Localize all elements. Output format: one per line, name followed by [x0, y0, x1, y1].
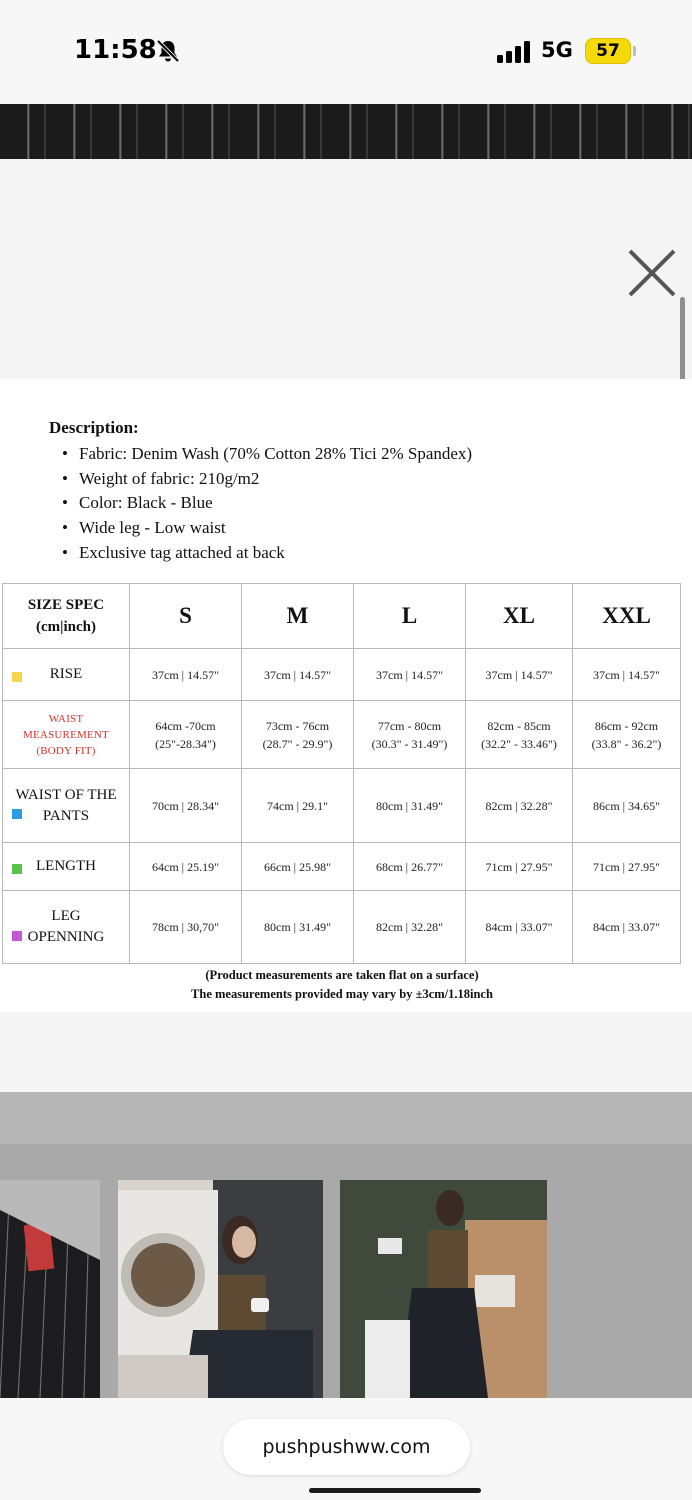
gallery-photo-laundry[interactable] — [118, 1180, 323, 1398]
size-header: XL — [466, 584, 573, 649]
size-spec-label: SIZE SPEC — [27, 597, 105, 613]
battery-level: 57 — [596, 41, 620, 61]
table-cell — [242, 843, 354, 891]
row-label — [3, 891, 130, 964]
measurement-note: (Product measurements are taken flat on a surface) — [205, 968, 479, 982]
table-cell — [130, 843, 242, 891]
network-type: 5G — [541, 38, 573, 62]
table-cell — [354, 701, 466, 769]
cell-value: 74cm | 29.1" — [267, 798, 328, 813]
cell-value: 82cm | 32.28" — [485, 798, 553, 813]
cell-value: 37cm | 14.57" — [485, 667, 553, 682]
cell-value: (25"-28.34") — [155, 736, 216, 751]
table-cell — [242, 701, 354, 769]
gallery-thumbnail-pants[interactable] — [0, 1180, 100, 1398]
bell-slash-icon — [155, 38, 181, 64]
row-label-line: (BODY FIT) — [36, 744, 96, 757]
cell-value: 86cm | 34.65" — [593, 798, 660, 813]
table-cell — [573, 701, 681, 769]
row-label-line: OPENNING — [27, 929, 105, 945]
url-bar[interactable]: pushpushww.com — [223, 1419, 470, 1475]
table-header-row — [3, 584, 681, 649]
legend-swatch — [12, 931, 22, 941]
table-row — [3, 891, 681, 964]
size-spec-unit: (cm|inch) — [36, 619, 96, 635]
gallery-header — [0, 1092, 692, 1144]
cell-value: 82cm | 32.28" — [376, 920, 443, 934]
table-cell — [242, 891, 354, 964]
cell-value: 84cm | 33.07" — [485, 920, 553, 934]
cell-value: 78cm | 30,70" — [152, 920, 219, 934]
table-row — [3, 843, 681, 891]
table-row — [3, 701, 681, 769]
size-header: L — [354, 584, 466, 649]
lightbox-header — [0, 159, 692, 379]
cell-value: 64cm | 25.19" — [152, 859, 219, 874]
table-cell — [466, 649, 573, 701]
measurement-tolerance-note: The measurements provided may vary by ±3cm/1.18inch — [191, 987, 493, 1001]
description-item: • Exclusive tag attached at back — [62, 541, 472, 566]
description-item: • Weight of fabric: 210g/m2 — [62, 467, 472, 492]
battery-cap — [633, 46, 636, 56]
table-cell — [130, 649, 242, 701]
row-label-line: WAIST — [48, 712, 84, 725]
cell-value: (33.8" - 36.2") — [591, 736, 662, 751]
cell-value: 86cm - 92cm — [594, 718, 659, 733]
table-cell — [242, 649, 354, 701]
cell-value: 84cm | 33.07" — [593, 920, 660, 934]
description-item: • Wide leg - Low waist — [62, 516, 472, 541]
cell-value: 70cm | 28.34" — [152, 798, 219, 813]
description-item: • Fabric: Denim Wash (70% Cotton 28% Tici 2% Spandex) — [62, 442, 472, 467]
row-label — [3, 769, 130, 843]
cell-value: (32.2" - 33.46") — [481, 736, 557, 751]
close-button[interactable] — [624, 245, 680, 301]
legend-swatch — [12, 672, 22, 682]
row-label-line: LENGTH — [36, 858, 96, 874]
size-spec-header — [3, 584, 130, 649]
cell-value: 73cm - 76cm — [265, 718, 330, 733]
close-icon — [630, 251, 674, 295]
table-cell — [466, 701, 573, 769]
cell-value: 80cm | 31.49" — [376, 798, 443, 813]
row-label-line: LEG — [51, 908, 81, 924]
size-header: M — [242, 584, 354, 649]
table-cell — [130, 891, 242, 964]
cell-value: 80cm | 31.49" — [264, 920, 331, 934]
table-cell — [573, 769, 681, 843]
table-row — [3, 649, 681, 701]
home-indicator[interactable] — [309, 1488, 481, 1493]
table-cell — [466, 843, 573, 891]
cell-value: 77cm - 80cm — [377, 718, 442, 733]
table-cell — [354, 843, 466, 891]
legend-swatch — [12, 864, 22, 874]
table-cell — [130, 701, 242, 769]
row-label-line: WAIST OF THE — [15, 786, 117, 803]
description-item: • Color: Black - Blue — [62, 491, 472, 516]
size-table — [2, 583, 681, 964]
table-row — [3, 769, 681, 843]
table-cell — [466, 891, 573, 964]
cell-value: 37cm | 14.57" — [376, 667, 443, 682]
cell-value: 64cm -70cm — [155, 718, 216, 733]
table-cell — [242, 769, 354, 843]
row-label-line: PANTS — [42, 807, 90, 824]
table-cell — [573, 649, 681, 701]
cell-value: (30.3" - 31.49") — [371, 736, 448, 751]
row-label-line: MEASUREMENT — [23, 728, 109, 741]
cellular-signal-icon — [497, 41, 533, 63]
table-cell — [354, 769, 466, 843]
cell-value: 37cm | 14.57" — [593, 667, 660, 682]
spacer — [0, 1012, 692, 1092]
cell-value: (28.7" - 29.9") — [262, 736, 333, 751]
row-label-line: RISE — [49, 666, 83, 682]
cell-value: 66cm | 25.98" — [264, 859, 331, 874]
product-image-strip — [0, 104, 692, 159]
table-cell — [354, 891, 466, 964]
table-cell — [466, 769, 573, 843]
size-header: S — [130, 584, 242, 649]
row-label — [3, 701, 130, 769]
row-label — [3, 649, 130, 701]
battery-icon — [585, 38, 631, 64]
description-list — [62, 442, 472, 565]
cell-value: 71cm | 27.95" — [593, 859, 660, 874]
cell-value: 71cm | 27.95" — [485, 859, 553, 874]
row-label — [3, 843, 130, 891]
status-time: 11:58 — [74, 35, 157, 65]
cell-value: 82cm - 85cm — [487, 718, 551, 733]
legend-swatch — [12, 809, 22, 819]
table-cell — [573, 843, 681, 891]
table-cell — [354, 649, 466, 701]
table-cell — [573, 891, 681, 964]
cell-value: 37cm | 14.57" — [264, 667, 331, 682]
cell-value: 37cm | 14.57" — [152, 667, 219, 682]
table-cell — [130, 769, 242, 843]
cell-value: 68cm | 26.77" — [376, 859, 443, 874]
description-title: Description: — [49, 418, 139, 437]
size-header: XXL — [573, 584, 681, 649]
gallery-photo-kitchen[interactable] — [340, 1180, 547, 1398]
